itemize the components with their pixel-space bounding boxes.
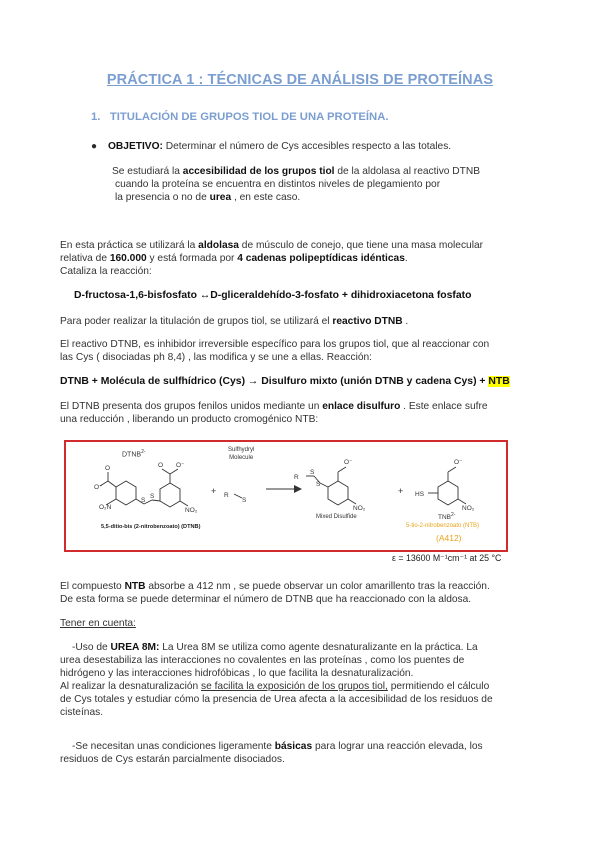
text-run: de músculo de conejo, que tiene una masa molecular [238, 240, 484, 251]
text-run: Para poder realizar la titulación de grupos tiol, se utilizará el [60, 316, 333, 327]
dtnb-label [122, 449, 146, 458]
section-number: 1. [91, 111, 101, 123]
text-run: Se estudiará la [112, 166, 183, 177]
bold-run: básicas [274, 741, 313, 752]
basic-line-2: residuos de Cys estarán parcialmente disociados. [60, 754, 285, 765]
svg-text:O₂N: O₂N [99, 504, 112, 511]
svg-text:O⁻: O⁻ [176, 462, 185, 469]
tnb-label [438, 512, 455, 521]
charge: 2- [451, 512, 456, 518]
svg-text:S: S [141, 497, 146, 504]
text-run: DTNB + Molécula de sulfhídrico (Cys) → Disulfuro mixto (unión DTNB y cadena Cys) + [60, 376, 489, 387]
bullet-icon: ● [91, 141, 98, 152]
text-run: Molecule [229, 455, 254, 461]
text-run: Sulfhydryl [228, 447, 255, 453]
titration-paragraph [60, 315, 408, 329]
charge: 2- [141, 449, 146, 455]
notes-heading: Tener en cuenta: [60, 618, 136, 629]
svg-text:R: R [224, 492, 229, 499]
tnb-ring [438, 481, 458, 505]
absorbance-label: (A412) [436, 533, 462, 543]
underlined-run: se facilita la exposición de los grupos tiol, [201, 681, 388, 692]
bold-run: reactivo DTNB [332, 316, 403, 327]
plus-sign-1: + [211, 486, 217, 496]
text-run: , en este caso. [231, 192, 301, 203]
plus-sign-2: + [398, 486, 404, 496]
ntb-name: 5-tio-2-nitrobenzoato (NTB) [406, 523, 480, 529]
text-run: Al realizar la desnaturalización [60, 681, 201, 692]
svg-text:O⁻: O⁻ [344, 459, 353, 466]
intro-line-3: Cataliza la reacción: [60, 266, 152, 277]
text-run: . Este enlace sufre [400, 401, 488, 412]
text-run: -Se necesitan unas condiciones ligeramente [72, 741, 275, 752]
bold-run: UREA 8M: [110, 642, 160, 653]
text-run: TNB [438, 514, 451, 522]
svg-text:NO₂: NO₂ [353, 505, 366, 512]
urea-line-6: cisteínas. [60, 707, 104, 718]
bold-run: aldolasa [198, 240, 239, 251]
objective-text: Determinar el número de Cys accesibles respecto a las totales. [162, 141, 452, 152]
text-run: -Uso de [72, 642, 111, 653]
urea-line-5: de Cys totales y estudiar cómo la presencia de Urea afecta a la accesibilidad de los residuos de [60, 694, 493, 705]
svg-text:NO₂: NO₂ [462, 505, 475, 512]
bond-paragraph-line-2: una reducción , liberando un producto cromogénico NTB: [60, 414, 319, 425]
svg-text:R: R [294, 474, 299, 481]
text-run: DTNB [122, 451, 142, 459]
objective-line [108, 140, 451, 154]
urea-line-2: urea desestabiliza las interacciones no covalentes en las proteínas , como los puentes de [60, 655, 465, 666]
bold-run: accesibilidad de los grupos tiol [182, 166, 335, 177]
bond-paragraph-line-1 [60, 400, 488, 414]
urea-line-1 [72, 641, 478, 655]
dtnb-paragraph-line-1: El reactivo DTNB, es inhibidor irreversible específico para los grupos tiol, que al reaccionar con [60, 339, 490, 350]
intro-line-2 [60, 252, 408, 266]
svg-text:O⁻: O⁻ [94, 484, 103, 491]
bold-run: 4 cadenas polipeptídicas idénticas [237, 253, 405, 264]
svg-text:O: O [105, 465, 111, 472]
mixed-disulfide-ring [328, 481, 348, 505]
svg-text:NO₂: NO₂ [185, 507, 198, 514]
text-run: para lograr una reacción elevada, los [312, 741, 483, 752]
urea-line-3: hidrógeno y las interacciones hidrofóbicas , lo que facilita la desnaturalización. [60, 668, 414, 679]
text-run: absorbe a 412 nm , se puede observar un color amarillento tras la reacción. [145, 581, 490, 592]
text-run: relativa de [60, 253, 110, 264]
objective-paragraph-line-1 [112, 165, 480, 179]
bold-run: urea [209, 192, 232, 203]
highlighted-ntb: NTB [488, 376, 510, 387]
text-run: El compuesto [60, 581, 125, 592]
text-run: El DTNB presenta dos grupos fenilos unidos mediante un [60, 401, 323, 412]
text-run: . [404, 253, 408, 264]
intro-line-1 [60, 239, 483, 253]
ntb-paragraph-line-2: De esta forma se puede determinar el número de DTNB que ha reaccionado con la aldosa. [60, 594, 472, 605]
dtnb-ring-right [160, 483, 180, 507]
mixed-disulfide-label: Mixed Disulfide [316, 514, 357, 520]
section-title: TITULACIÓN DE GRUPOS TIOL DE UNA PROTEÍNA. [109, 111, 389, 123]
sulfhydryl-label [228, 446, 254, 462]
urea-line-4 [60, 680, 489, 694]
objective-label: OBJETIVO: [108, 141, 163, 152]
text-run: . [402, 316, 409, 327]
section-heading [91, 111, 389, 123]
epsilon-label: ε = 13600 M⁻¹cm⁻¹ at 25 °C [392, 553, 502, 563]
text-run: En esta práctica se utilizará la [60, 240, 199, 251]
svg-text:O: O [158, 462, 164, 469]
reaction-figure [64, 440, 508, 552]
objective-paragraph-line-3 [115, 191, 300, 205]
bold-run: 160.000 [109, 253, 147, 264]
dtnb-paragraph-line-2: las Cys ( disociadas ph 8,4) , las modifica y se une a ellas. Reacción: [60, 352, 372, 363]
reaction-dtnb [60, 376, 510, 387]
page-title: PRÁCTICA 1 : TÉCNICAS DE ANÁLISIS DE PROTEÍNAS [106, 72, 494, 88]
svg-text:S: S [310, 469, 315, 476]
reaction-arrow [266, 485, 302, 493]
svg-text:S: S [242, 497, 247, 504]
bold-run: enlace disulfuro [322, 401, 401, 412]
bold-run: NTB [124, 581, 146, 592]
text-run: La Urea 8M se utiliza como agente desnaturalizante en la práctica. La [159, 642, 478, 653]
dtnb-ring-left [116, 481, 136, 505]
dtnb-name: 5,5-ditio-bis (2-nitrobenzoato) (DTNB) [101, 524, 201, 530]
text-run: permitiendo el cálculo [387, 681, 490, 692]
text-run: y está formada por [146, 253, 238, 264]
svg-text:S: S [316, 481, 321, 488]
objective-paragraph-line-2: cuando la proteína se encuentra en distintos niveles de plegamiento por [115, 179, 441, 190]
basic-line-1 [72, 740, 483, 754]
text-run: la presencia o no de [115, 192, 210, 203]
svg-text:S: S [150, 493, 155, 500]
svg-text:HS: HS [415, 491, 425, 498]
ntb-paragraph-line-1 [60, 580, 490, 594]
reaction-aldolase: D-fructosa-1,6-bisfosfato ↔D-gliceraldehído-3-fosfato + dihidroxiacetona fosfato [74, 290, 472, 301]
text-run: de la aldolasa al reactivo DTNB [334, 166, 481, 177]
svg-text:O⁻: O⁻ [454, 459, 463, 466]
